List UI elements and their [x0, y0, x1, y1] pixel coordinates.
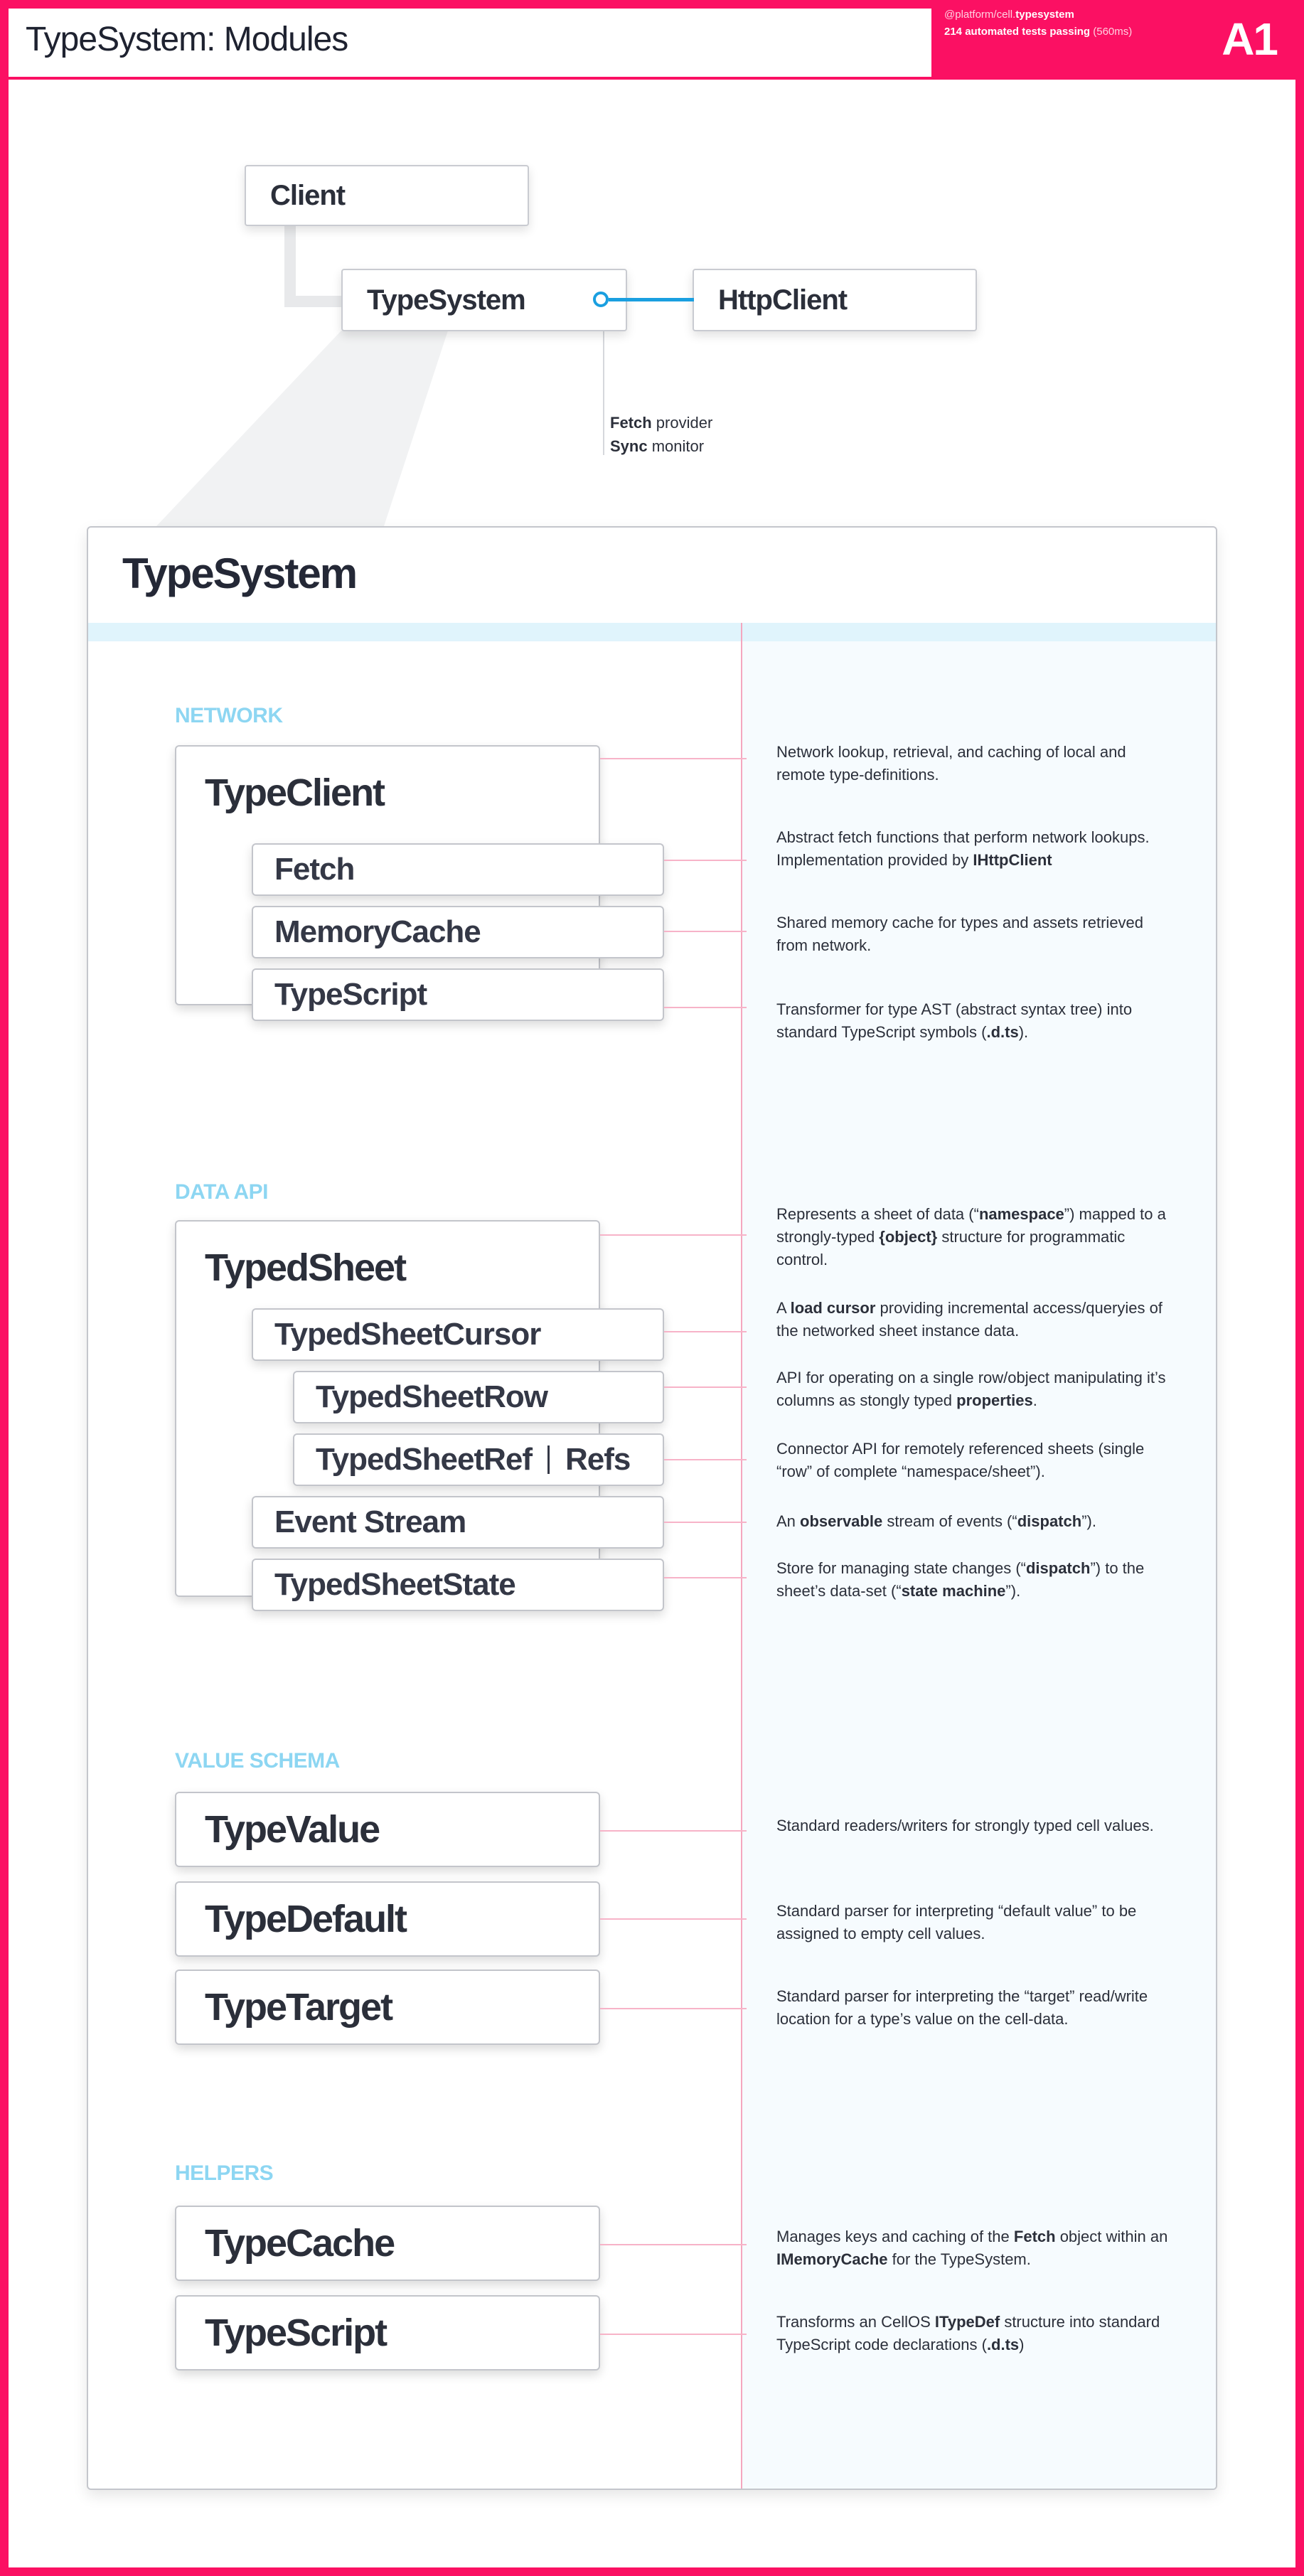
desc-memorycache: Shared memory cache for types and assets retrieved from network. — [776, 914, 1144, 954]
connector — [664, 860, 747, 861]
desc-typedsheetref: Connector API for remotely referenced sheets (single “row” of complete “namespace/sheet”). — [776, 1440, 1145, 1480]
connector — [600, 1918, 747, 1920]
connector — [664, 1459, 747, 1460]
desc-typetarget: Standard parser for interpreting the “target” read/write location for a type’s value on the cell-data. — [776, 1987, 1148, 2028]
module-typedsheetcursor[interactable]: TypedSheetCursor — [252, 1308, 664, 1361]
desc-typecache: Manages keys and caching of the Fetch object within an IMemoryCache for the TypeSystem. — [776, 2228, 1168, 2268]
desc-typedsheetcursor: A load cursor providing incremental access/queryies of the networked sheet instance data. — [776, 1299, 1163, 1340]
module-event-stream[interactable]: Event Stream — [252, 1496, 664, 1549]
connector — [664, 1386, 747, 1388]
connector — [600, 2334, 747, 2335]
zoom-shadow — [156, 331, 448, 526]
version-badge: A1 — [1222, 14, 1277, 65]
desc-typedefault: Standard parser for interpreting “default value” to be assigned to empty cell values. — [776, 1902, 1137, 1942]
connector — [600, 758, 747, 759]
section-label-value-schema: VALUE SCHEMA — [175, 1749, 340, 1773]
desc-typevalue: Standard readers/writers for strongly typed cell values. — [776, 1817, 1154, 1834]
desc-fetch: Abstract fetch functions that perform network lookups. Implementation provided by IHttpClient — [776, 828, 1150, 869]
module-typescript-transformer[interactable]: TypeScript — [252, 968, 664, 1021]
note-fetch-provider: Fetch provider — [610, 414, 713, 432]
module-typetarget[interactable]: TypeTarget — [175, 1970, 600, 2045]
column-divider — [741, 623, 742, 2489]
module-memorycache[interactable]: MemoryCache — [252, 906, 664, 958]
section-label-helpers: HELPERS — [175, 2161, 274, 2185]
section-label-network: NETWORK — [175, 704, 283, 727]
panel-band — [88, 623, 1216, 641]
module-typedsheetref[interactable]: TypedSheetRef Refs — [293, 1433, 664, 1486]
typesystem-node[interactable]: TypeSystem — [341, 269, 627, 331]
desc-typedsheetstate: Store for managing state changes (“dispatch”) to the sheet’s data-set (“state machine”). — [776, 1559, 1145, 1600]
section-label-data-api: DATA API — [175, 1180, 268, 1204]
module-typedsheetrow[interactable]: TypedSheetRow — [293, 1371, 664, 1423]
httpclient-node[interactable]: HttpClient — [693, 269, 977, 331]
desc-typeclient: Network lookup, retrieval, and caching of local and remote type-definitions. — [776, 743, 1126, 784]
separator — [547, 1445, 550, 1474]
connector — [664, 1522, 747, 1523]
client-to-typesystem-line — [290, 225, 343, 301]
connector — [600, 1830, 747, 1832]
module-typescript-helper[interactable]: TypeScript — [175, 2295, 600, 2371]
desc-typedsheet: Represents a sheet of data (“namespace”) mapped to a strongly-typed {object} structure for programmatic control. — [776, 1205, 1166, 1268]
module-typedsheet[interactable]: TypedSheet — [175, 1220, 600, 1597]
typesystem-httpclient-link — [609, 298, 694, 301]
connector — [600, 1234, 747, 1236]
connector — [664, 1331, 747, 1332]
desc-typescript: Transformer for type AST (abstract syntax tree) into standard TypeScript symbols (.d.ts). — [776, 1000, 1133, 1041]
module-typeclient[interactable]: TypeClient — [175, 745, 600, 1005]
connector — [600, 2244, 747, 2245]
package-name: @platform/cell.typesystem — [944, 9, 1074, 21]
tests-status: 214 automated tests passing (560ms) — [944, 26, 1133, 38]
page-title: TypeSystem: Modules — [26, 21, 348, 58]
topology-connectors — [0, 0, 1304, 540]
typesystem-notes — [610, 411, 712, 458]
connector — [600, 2008, 747, 2009]
module-typedefault[interactable]: TypeDefault — [175, 1881, 600, 1957]
desc-typescript-helper: Transforms an CellOS ITypeDef structure into standard TypeScript code declarations (.d.ts) — [776, 2313, 1160, 2353]
connector — [664, 931, 747, 932]
desc-typedsheetrow: API for operating on a single row/object manipulating it’s columns as stongly typed properties. — [776, 1369, 1166, 1409]
desc-event-stream: An observable stream of events (“dispatch”). — [776, 1512, 1096, 1530]
client-node[interactable]: Client — [245, 165, 529, 226]
connector — [664, 1577, 747, 1578]
connector — [664, 1007, 747, 1008]
note-sync-monitor: Sync monitor — [610, 437, 705, 455]
panel-title: TypeSystem — [122, 550, 357, 597]
module-typevalue[interactable]: TypeValue — [175, 1792, 600, 1867]
module-typedsheetstate[interactable]: TypedSheetState — [252, 1559, 664, 1611]
link-port-dot — [593, 292, 609, 307]
module-typecache[interactable]: TypeCache — [175, 2206, 600, 2281]
module-fetch[interactable]: Fetch — [252, 843, 664, 896]
